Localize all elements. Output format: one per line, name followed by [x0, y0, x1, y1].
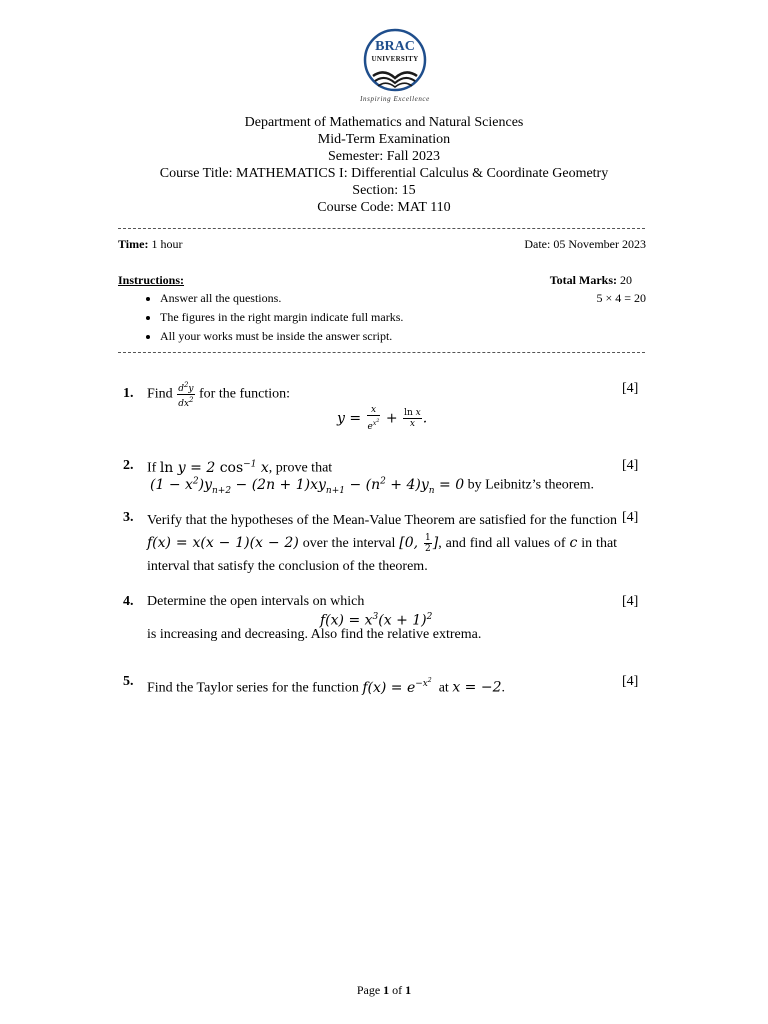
logo-tagline: Inspiring Excellence	[360, 95, 430, 103]
question-2-marks: [4]	[622, 458, 639, 473]
question-4-number: 4.	[123, 594, 134, 609]
logo-name-line1: BRAC	[375, 39, 415, 54]
department-name: Department of Mathematics and Natural Sciences	[244, 115, 524, 130]
question-1-marks: [4]	[622, 381, 639, 396]
question-4-marks: [4]	[622, 594, 639, 609]
logo-emblem-icon	[340, 24, 450, 106]
q5-text-a: Find the Taylor series for the function	[147, 680, 359, 696]
q2-text-a: If	[147, 460, 157, 476]
logo-name-line2: UNIVERSITY	[371, 55, 419, 63]
instructions-list	[118, 289, 403, 346]
time-value: 1 hour	[151, 237, 183, 251]
q3-text-b: over the interval	[302, 536, 396, 551]
question-2-number: 2.	[123, 458, 134, 473]
q1-function: y = $\frac{x}{e^{x^2}}$ + $\frac{\text{ln x}}{x}$ .	[337, 405, 428, 432]
total-marks-formula: 5 × 4 = 20	[596, 291, 646, 305]
q1-derivative: $\frac{d^2y}{dx^2}$	[178, 381, 194, 409]
q3-text-d: in that interval that satisfy the conclusion of the theorem.	[147, 536, 618, 574]
question-1-number: 1.	[123, 386, 134, 401]
semester: Semester: Fall 2023	[328, 149, 440, 164]
question-5-marks: [4]	[622, 674, 639, 689]
page-of: of	[392, 983, 403, 997]
page-current: 1	[383, 983, 390, 997]
total-marks-value: 20	[620, 273, 632, 287]
q5-text-b: at	[438, 680, 449, 696]
section: Section: 15	[352, 183, 416, 198]
q4-text-b: is increasing and decreasing. Also find the relative extrema.	[147, 627, 482, 642]
question-5-text: Find the Taylor series for the function $f(x) = e^{-x^2}$ at x = −2.	[147, 677, 505, 696]
q4-text-a: Determine the open intervals on which	[147, 594, 365, 609]
q2-text-c: by Leibnitz’s theorem.	[467, 477, 594, 493]
divider-top	[118, 228, 645, 229]
question-3-marks: [4]	[622, 510, 639, 525]
exam-time	[118, 237, 182, 252]
instructions-heading: Instructions:	[118, 273, 185, 287]
q1-text-b: for the function:	[199, 386, 290, 402]
question-5-number: 5.	[123, 674, 134, 689]
question-2-line2: $(1 - x^2)y_{n+2} - (2n + 1)xy_{n+1} - (n^2 + 4)y_n = 0$ by Leibnitz’s theorem.	[150, 476, 594, 496]
page-total: 1	[405, 983, 412, 997]
question-3-text: Verify that the hypotheses of the Mean-Value Theorem are satisfied for the function f(x) = x(x − 1)(x − 2) over the interval [0, $\frac{1}{2}$ ], and find all values of c in that interval that satisfy the conclusion of the theorem.	[147, 513, 618, 574]
question-2-line1: If ln y = 2 $\cos^{-1} x$, prove that	[147, 459, 333, 476]
page-prefix: Page	[356, 983, 381, 997]
total-marks-label: Total Marks:	[549, 273, 617, 287]
q1-text-a: Find	[147, 386, 173, 402]
q3-text-a: Verify that the hypotheses of the Mean-Value Theorem are satisfied for the function	[147, 513, 617, 528]
instruction-item: • All your works must be inside the answer script.	[160, 327, 403, 346]
total-marks	[500, 273, 632, 288]
instruction-item: • Answer all the questions.	[160, 289, 403, 308]
q2-text-b: , prove that	[268, 460, 333, 476]
q4-function: $f(x) = x^3(x + 1)^2$	[320, 612, 433, 629]
course-code: Course Code: MAT 110	[317, 200, 451, 215]
question-3-number: 3.	[123, 510, 134, 525]
exam-date: Date: 05 November 2023	[524, 237, 646, 251]
course-title: Course Title: MATHEMATICS I: Differential Calculus & Coordinate Geometry	[159, 166, 609, 181]
instruction-item: • The figures in the right margin indicate full marks.	[160, 308, 403, 327]
q3-text-c: , and find all values of	[438, 536, 566, 551]
divider-bottom	[118, 352, 645, 353]
time-label: Time:	[118, 237, 149, 251]
university-logo	[340, 24, 450, 106]
page-number	[0, 983, 768, 998]
exam-name: Mid-Term Examination	[317, 132, 451, 147]
